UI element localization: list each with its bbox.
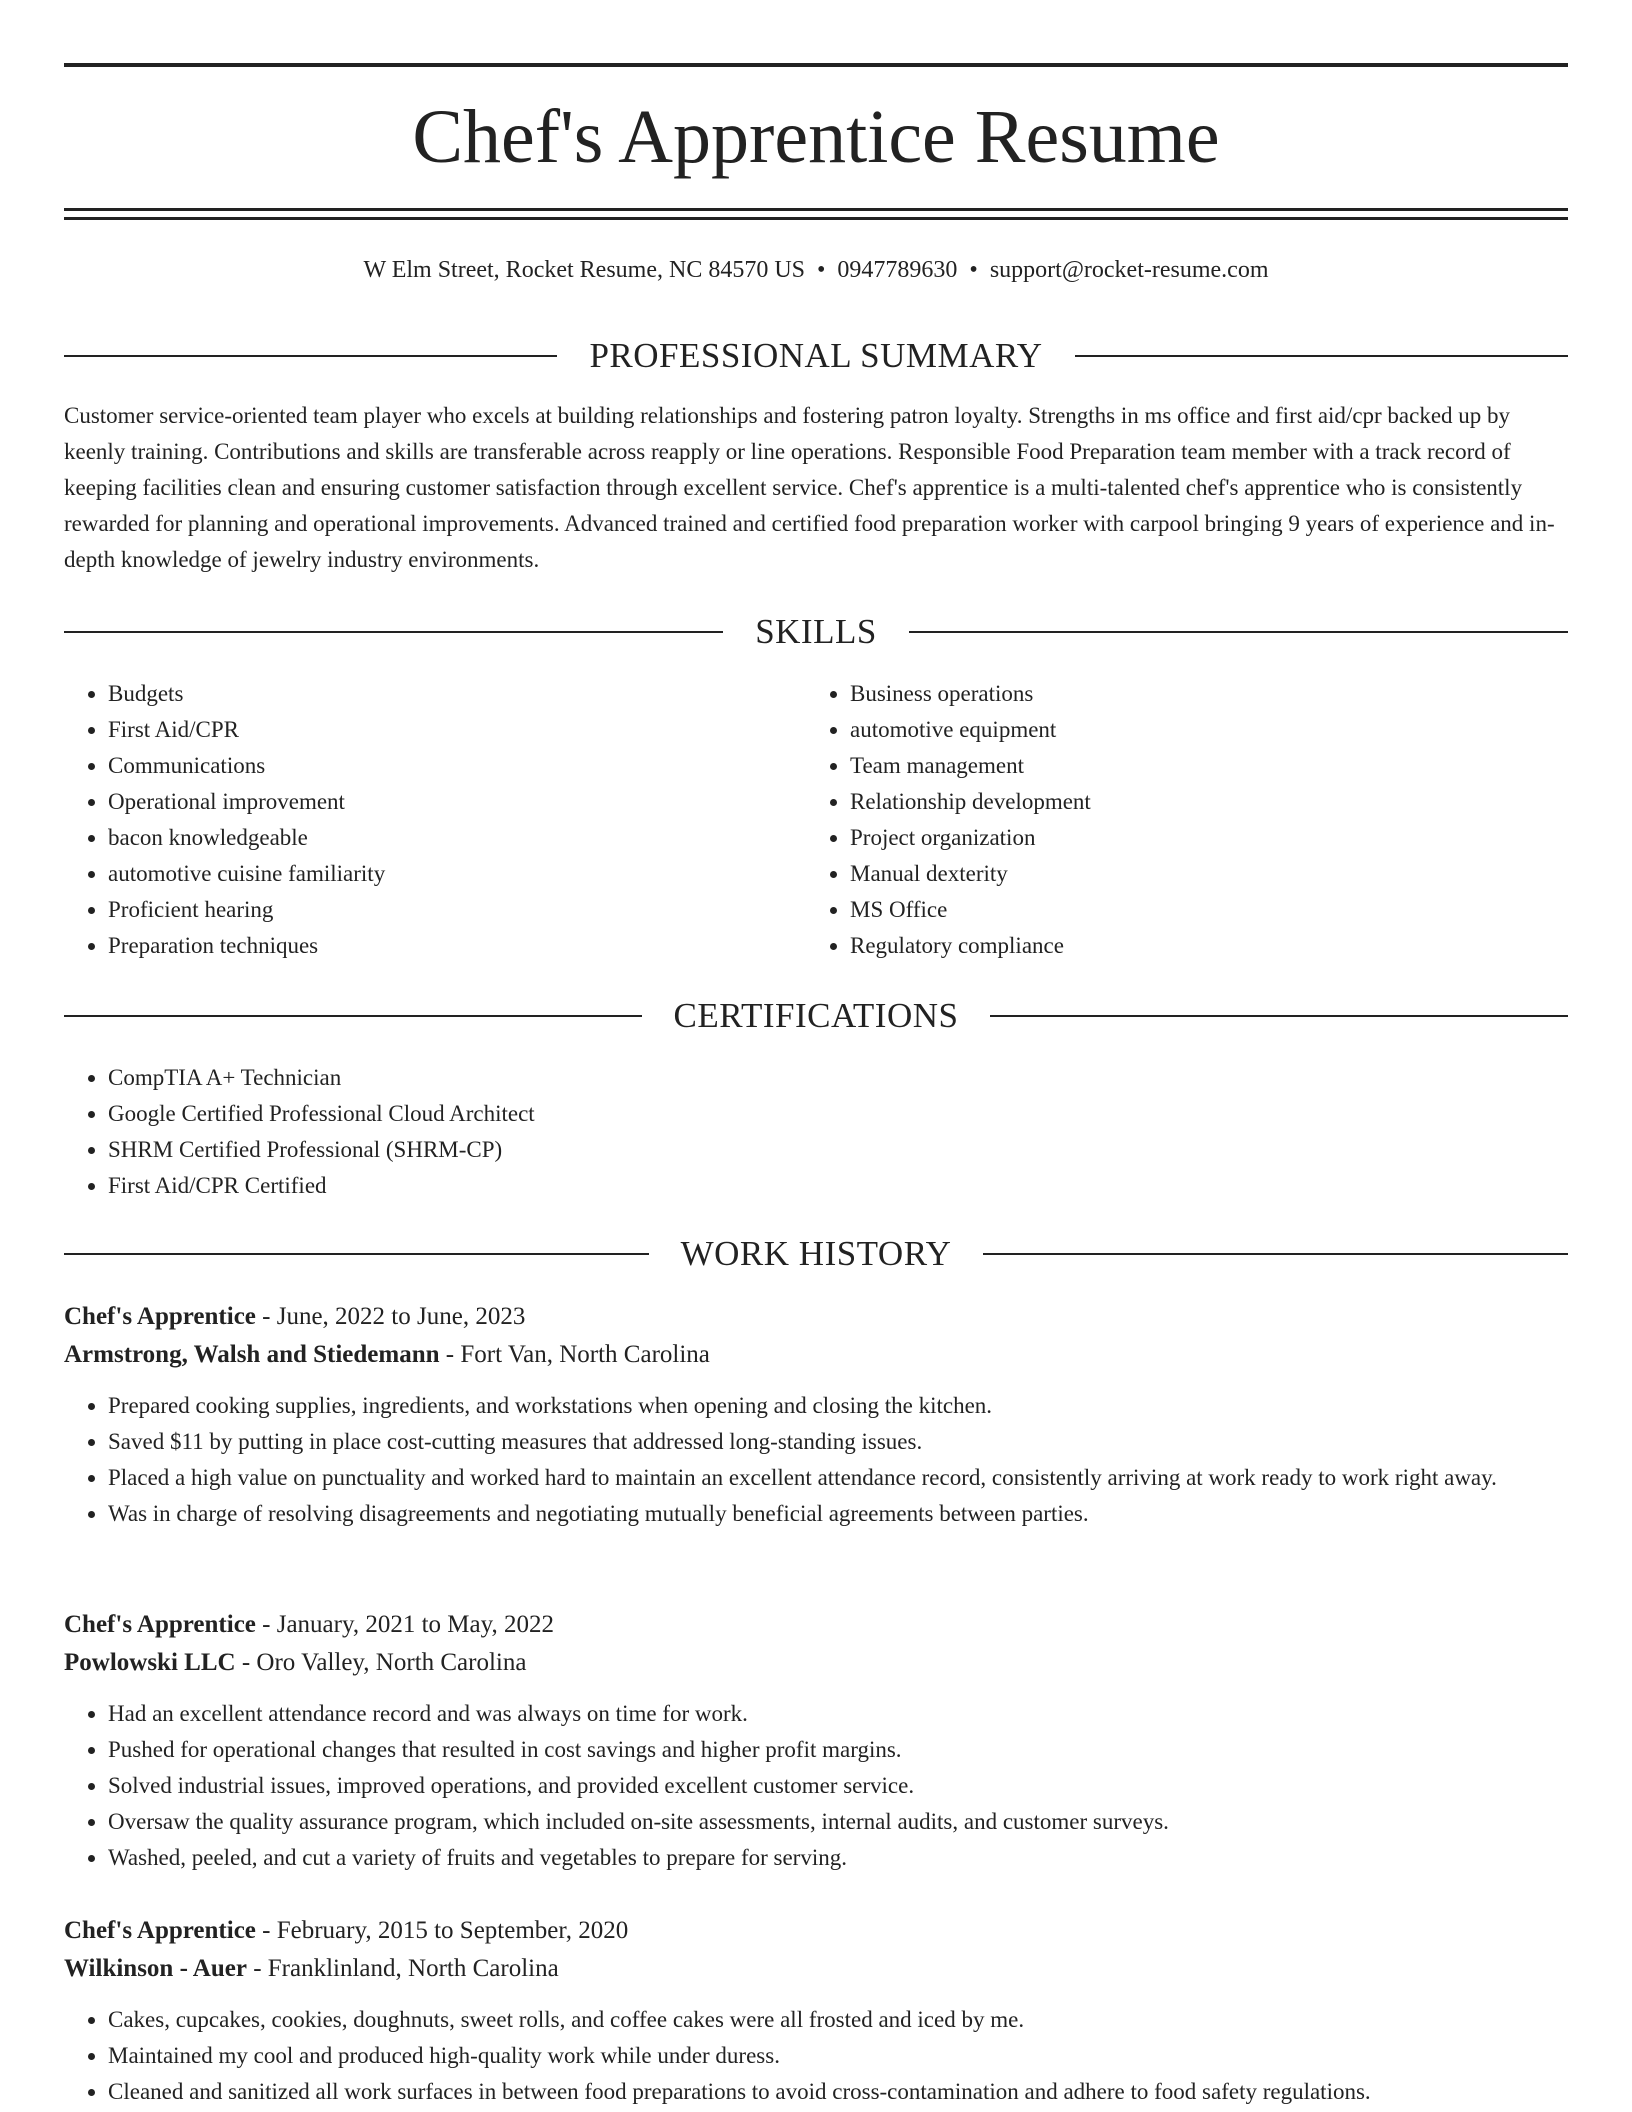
- section-heading-work-history: [64, 1234, 1568, 1274]
- resume-title: Chef's Apprentice Resume: [412, 95, 1220, 179]
- job-entry: [64, 1298, 1568, 1532]
- list-item: • Budgets: [108, 676, 764, 712]
- list-item: • Business operations: [850, 676, 1506, 712]
- job-location: - Fort Van, North Carolina: [439, 1341, 710, 1368]
- job-bullet: • Cleaned and sanitized all work surfaces in between food preparations to avoid cross-contamination and adhere to food safety regulations.: [108, 2074, 1568, 2110]
- section-heading-label: CERTIFICATIONS: [673, 996, 959, 1035]
- list-item: • Regulatory compliance: [850, 928, 1506, 964]
- job-company-line: [64, 1336, 1568, 1374]
- job-company-line: [64, 1950, 1568, 1988]
- job-dates: - June, 2022 to June, 2023: [255, 1303, 526, 1330]
- certifications-block: [64, 1060, 1568, 1204]
- job-title: Chef's Apprentice: [64, 1303, 256, 1330]
- professional-summary-text: Customer service-oriented team player who excels at building relationships and fostering patron loyalty. Strengths in ms office and first aid/cpr backed up by keenly training. Contributions and skills are transferable across reapply or line operations. Responsible Food Preparation team member with a track record of keeping facilities clean and ensuring customer satisfaction through excellent service. Chef's apprentice is a multi-talented chef's apprentice who is consistently rewarded for planning and operational improvements. Advanced trained and certified food preparation worker with carpool bringing 9 years of experience and in-depth knowledge of jewelry industry environments.: [64, 403, 1555, 572]
- job-company-line: [64, 1644, 1568, 1682]
- divider-line: [64, 1015, 642, 1017]
- job-bullets: [64, 1388, 1568, 1532]
- certifications-list: [64, 1060, 1568, 1204]
- list-item: • Relationship development: [850, 784, 1506, 820]
- list-item: • bacon knowledgeable: [108, 820, 764, 856]
- job-title-line: [64, 1912, 1568, 1950]
- title-double-rule: [64, 208, 1568, 220]
- list-item: • Preparation techniques: [108, 928, 764, 964]
- job-bullets: [64, 1696, 1568, 1876]
- job-bullet: • Pushed for operational changes that resulted in cost savings and higher profit margins.: [108, 1732, 1568, 1768]
- job-bullet: • Had an excellent attendance record and was always on time for work.: [108, 1696, 1568, 1732]
- contact-address: W Elm Street, Rocket Resume, NC 84570 US: [363, 257, 805, 283]
- list-item: • MS Office: [850, 892, 1506, 928]
- divider-line: [909, 631, 1568, 633]
- list-item: • Manual dexterity: [850, 856, 1506, 892]
- divider-line: [64, 631, 723, 633]
- list-item: • Communications: [108, 748, 764, 784]
- skills-list-right: [806, 676, 1506, 964]
- divider-line: [64, 1253, 649, 1255]
- job-title-line: [64, 1606, 1568, 1644]
- job-title: Chef's Apprentice: [64, 1611, 256, 1638]
- divider-line: [1075, 355, 1568, 357]
- job-bullet: • Solved industrial issues, improved operations, and provided excellent customer service.: [108, 1768, 1568, 1804]
- job-entry: [64, 1606, 1568, 1876]
- job-bullet: • Maintained my cool and produced high-quality work while under duress.: [108, 2038, 1568, 2074]
- job-dates: - February, 2015 to September, 2020: [255, 1917, 629, 1944]
- section-heading-summary: [64, 336, 1568, 376]
- contact-email: support@rocket-resume.com: [989, 257, 1269, 283]
- job-company: Wilkinson - Auer: [64, 1955, 247, 1982]
- skills-column-right: [806, 676, 1506, 964]
- job-bullet: • Cakes, cupcakes, cookies, doughnuts, sweet rolls, and coffee cakes were all frosted and iced by me.: [108, 2002, 1568, 2038]
- job-entry: [64, 1912, 1568, 2110]
- job-bullet: • Prepared cooking supplies, ingredients, and workstations when opening and closing the kitchen.: [108, 1388, 1568, 1424]
- list-item: • SHRM Certified Professional (SHRM-CP): [108, 1132, 1568, 1168]
- divider-line: [990, 1015, 1568, 1017]
- list-item: • Team management: [850, 748, 1506, 784]
- list-item: • automotive equipment: [850, 712, 1506, 748]
- list-item: • Google Certified Professional Cloud Architect: [108, 1096, 1568, 1132]
- job-title: Chef's Apprentice: [64, 1917, 256, 1944]
- job-location: - Franklinland, North Carolina: [246, 1955, 559, 1982]
- section-heading-label: WORK HISTORY: [680, 1234, 952, 1273]
- section-heading-skills: [64, 612, 1568, 652]
- top-rule: [64, 63, 1568, 67]
- job-title-line: [64, 1298, 1568, 1336]
- job-location: - Oro Valley, North Carolina: [235, 1649, 527, 1676]
- list-item: • automotive cuisine familiarity: [108, 856, 764, 892]
- section-heading-certifications: [64, 996, 1568, 1036]
- list-item: • Operational improvement: [108, 784, 764, 820]
- job-bullet: • Was in charge of resolving disagreements and negotiating mutually beneficial agreements between parties.: [108, 1496, 1568, 1532]
- job-bullet: • Saved $11 by putting in place cost-cutting measures that addressed long-standing issues.: [108, 1424, 1568, 1460]
- job-bullet: • Washed, peeled, and cut a variety of fruits and vegetables to prepare for serving.: [108, 1840, 1568, 1876]
- skills-list-left: [64, 676, 764, 964]
- list-item: • Project organization: [850, 820, 1506, 856]
- divider-line: [64, 355, 557, 357]
- divider-line: [983, 1253, 1568, 1255]
- job-bullet: • Oversaw the quality assurance program, which included on-site assessments, internal audits, and customer surveys.: [108, 1804, 1568, 1840]
- job-company: Powlowski LLC: [64, 1649, 236, 1676]
- section-heading-label: PROFESSIONAL SUMMARY: [589, 336, 1043, 375]
- contact-line: [64, 254, 1568, 286]
- list-item: • First Aid/CPR Certified: [108, 1168, 1568, 1204]
- list-item: • Proficient hearing: [108, 892, 764, 928]
- job-bullets: [64, 2002, 1568, 2110]
- skills-column-left: [64, 676, 764, 964]
- job-company: Armstrong, Walsh and Stiedemann: [64, 1341, 440, 1368]
- contact-separator: •: [969, 257, 978, 283]
- list-item: • First Aid/CPR: [108, 712, 764, 748]
- contact-phone: 0947789630: [837, 257, 958, 283]
- job-bullet: • Placed a high value on punctuality and worked hard to maintain an excellent attendance record, consistently arriving at work ready to work right away.: [108, 1460, 1568, 1496]
- contact-separator: •: [817, 257, 826, 283]
- job-dates: - January, 2021 to May, 2022: [255, 1611, 555, 1638]
- list-item: • CompTIA A+ Technician: [108, 1060, 1568, 1096]
- section-heading-label: SKILLS: [755, 612, 877, 651]
